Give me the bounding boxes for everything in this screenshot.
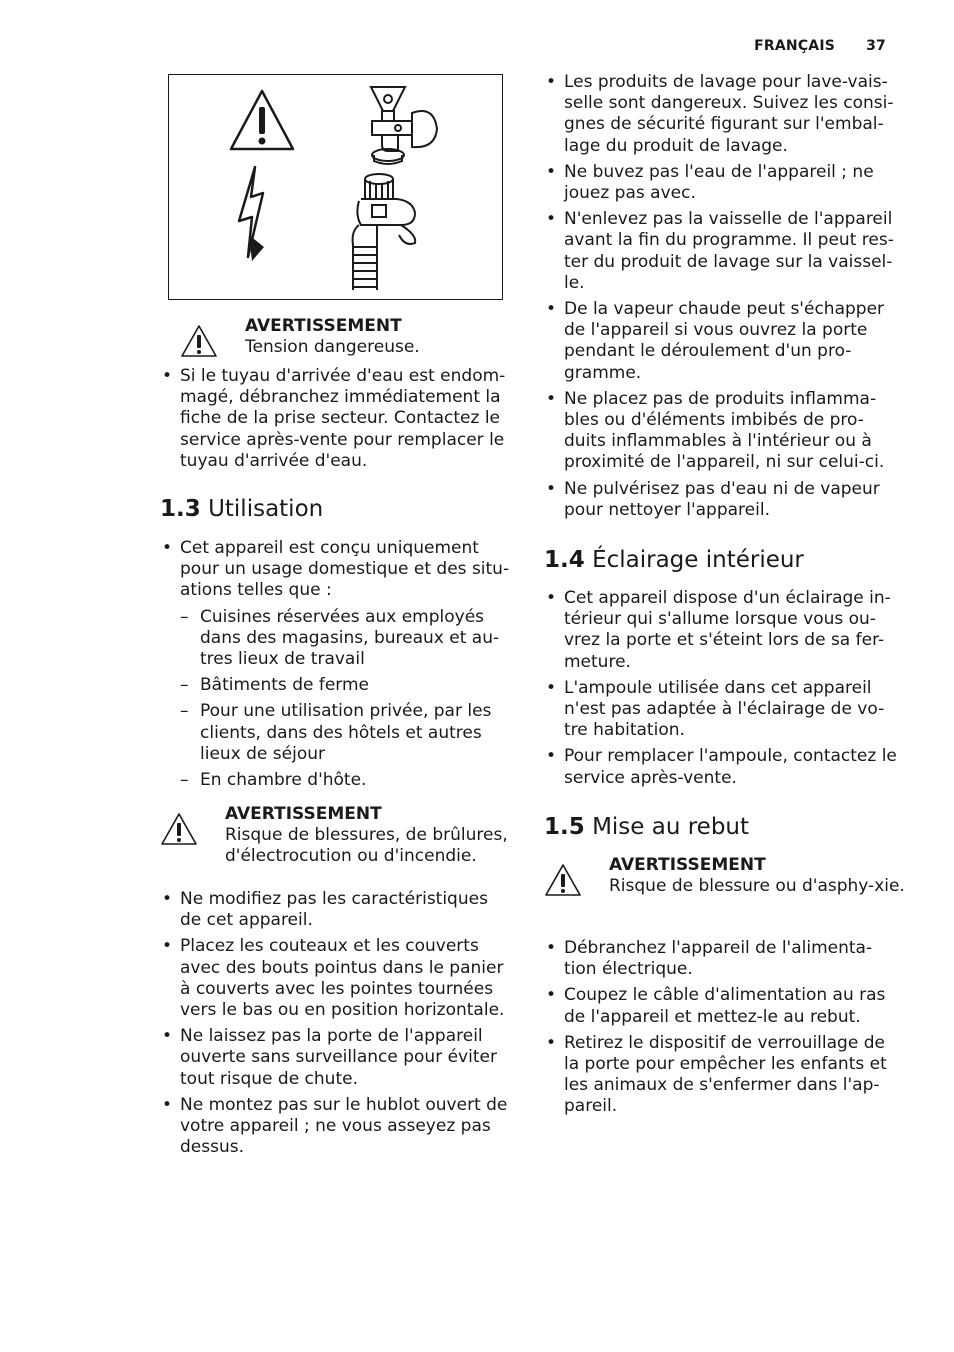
list-item: – En chambre d'hôte. [180,770,514,791]
list-item: • Ne placez pas de produits inflamma-bles ou d'éléments imbibés de pro-duits inflammables à l'intérieur ou à proximité de l'appareil, ni sur celui-ci. [544,389,898,474]
warning-title: AVERTISSEMENT [245,316,402,336]
section-number: 1.3 [160,496,201,522]
list-item: – Bâtiments de ferme [180,675,514,696]
list-item: • Retirez le dispositif de verrouillage de la porte pour empêcher les enfants et les animaux de s'enfermer dans l'ap-pareil. [544,1033,898,1118]
lightning-bolt-icon [239,167,264,261]
usage-sublist [180,607,514,792]
list-item: – Pour une utilisation privée, par les clients, dans des hôtels et autres lieux de séjour [180,701,514,765]
lighting-list [544,588,898,794]
list-item: • Cet appareil dispose d'un éclairage in-térieur qui s'allume lorsque vous ou-vrez la porte et s'éteint lors de sa fer-meture. [544,588,898,673]
water-tap-icon [371,87,437,164]
list-item: • Placez les couteaux et les couverts avec des bouts pointus dans le panier à couverts avec les pointes tournées vers le bas ou en position horizontale. [160,936,514,1021]
section-heading-1-4 [544,546,804,574]
section-title: Éclairage intérieur [592,547,804,573]
list-item: • Ne pulvérisez pas d'eau ni de vapeur pour nettoyer l'appareil. [544,479,898,521]
list-item: – Cuisines réservées aux employés dans des magasins, bureaux et au-tres lieux de travail [180,607,514,671]
safety-illustration [168,74,503,300]
usage-list [160,538,514,796]
page-number: 37 [866,38,886,54]
warning-text: Tension dangereuse. [245,337,420,357]
warning-triangle-icon [231,91,293,149]
header-language: FRANÇAIS [754,38,836,54]
section-number: 1.4 [544,547,585,573]
warning-triangle-icon [160,812,198,846]
list-item: • Coupez le câble d'alimentation au ras de l'appareil et mettez-le au rebut. [544,985,898,1027]
list-item: • Débranchez l'appareil de l'alimenta-tion électrique. [544,938,898,980]
section-heading-1-3 [160,495,323,523]
section-title: Utilisation [208,496,324,522]
illustration-drawing [169,75,504,301]
detergent-safety-list [544,72,898,526]
inlet-hose-valve-icon [353,174,416,290]
warning-text: Risque de blessure ou d'asphy-xie. [609,876,905,896]
usage-intro: Cet appareil est conçu uniquement pour un usage domestique et des situ-ations telles que : [180,538,510,601]
warning-title: AVERTISSEMENT [609,855,766,875]
appliance-safety-list [160,889,514,1163]
list-item: • De la vapeur chaude peut s'échapper de l'appareil si vous ouvrez la porte pendant le déroulement d'un pro-gramme. [544,299,898,384]
warning-title: AVERTISSEMENT [225,804,382,824]
list-item [160,538,514,791]
list-item: • N'enlevez pas la vaisselle de l'appareil avant la fin du programme. Il peut res-ter du produit de lavage sur la vaissel-le. [544,209,898,294]
list-item: • Les produits de lavage pour lave-vais-selle sont dangereux. Suivez les consi-gnes de sécurité figurant sur l'embal-lage du produit de lavage. [544,72,898,157]
warning-disposal [544,855,954,897]
page-header [754,38,886,54]
list-item: • Pour remplacer l'ampoule, contactez le service après-vente. [544,746,898,788]
warning-triangle-icon [544,863,582,897]
supply-hose-list [160,366,514,477]
list-item: • Ne laissez pas la porte de l'appareil ouverte sans surveillance pour éviter tout risque de chute. [160,1026,514,1090]
list-item: • Si le tuyau d'arrivée d'eau est endom-magé, débranchez immédiatement la fiche de la prise secteur. Contactez le service après-vente pour remplacer le tuyau d'arrivée d'eau. [160,366,514,472]
list-item: • L'ampoule utilisée dans cet appareil n'est pas adaptée à l'éclairage de vo-tre habitation. [544,678,898,742]
warning-triangle-icon [180,324,218,358]
list-item: • Ne buvez pas l'eau de l'appareil ; ne jouez pas avec. [544,162,898,204]
warning-voltage [180,316,575,358]
warning-injury [160,804,579,867]
warning-text: Risque de blessures, de brûlures, d'électrocution ou d'incendie. [225,825,508,867]
list-item: • Ne montez pas sur le hublot ouvert de votre appareil ; ne vous asseyez pas dessus. [160,1095,514,1159]
disposal-list [544,938,898,1123]
section-number: 1.5 [544,814,585,840]
list-item: • Ne modifiez pas les caractéristiques de cet appareil. [160,889,514,931]
section-title: Mise au rebut [592,814,750,840]
section-heading-1-5 [544,813,749,841]
